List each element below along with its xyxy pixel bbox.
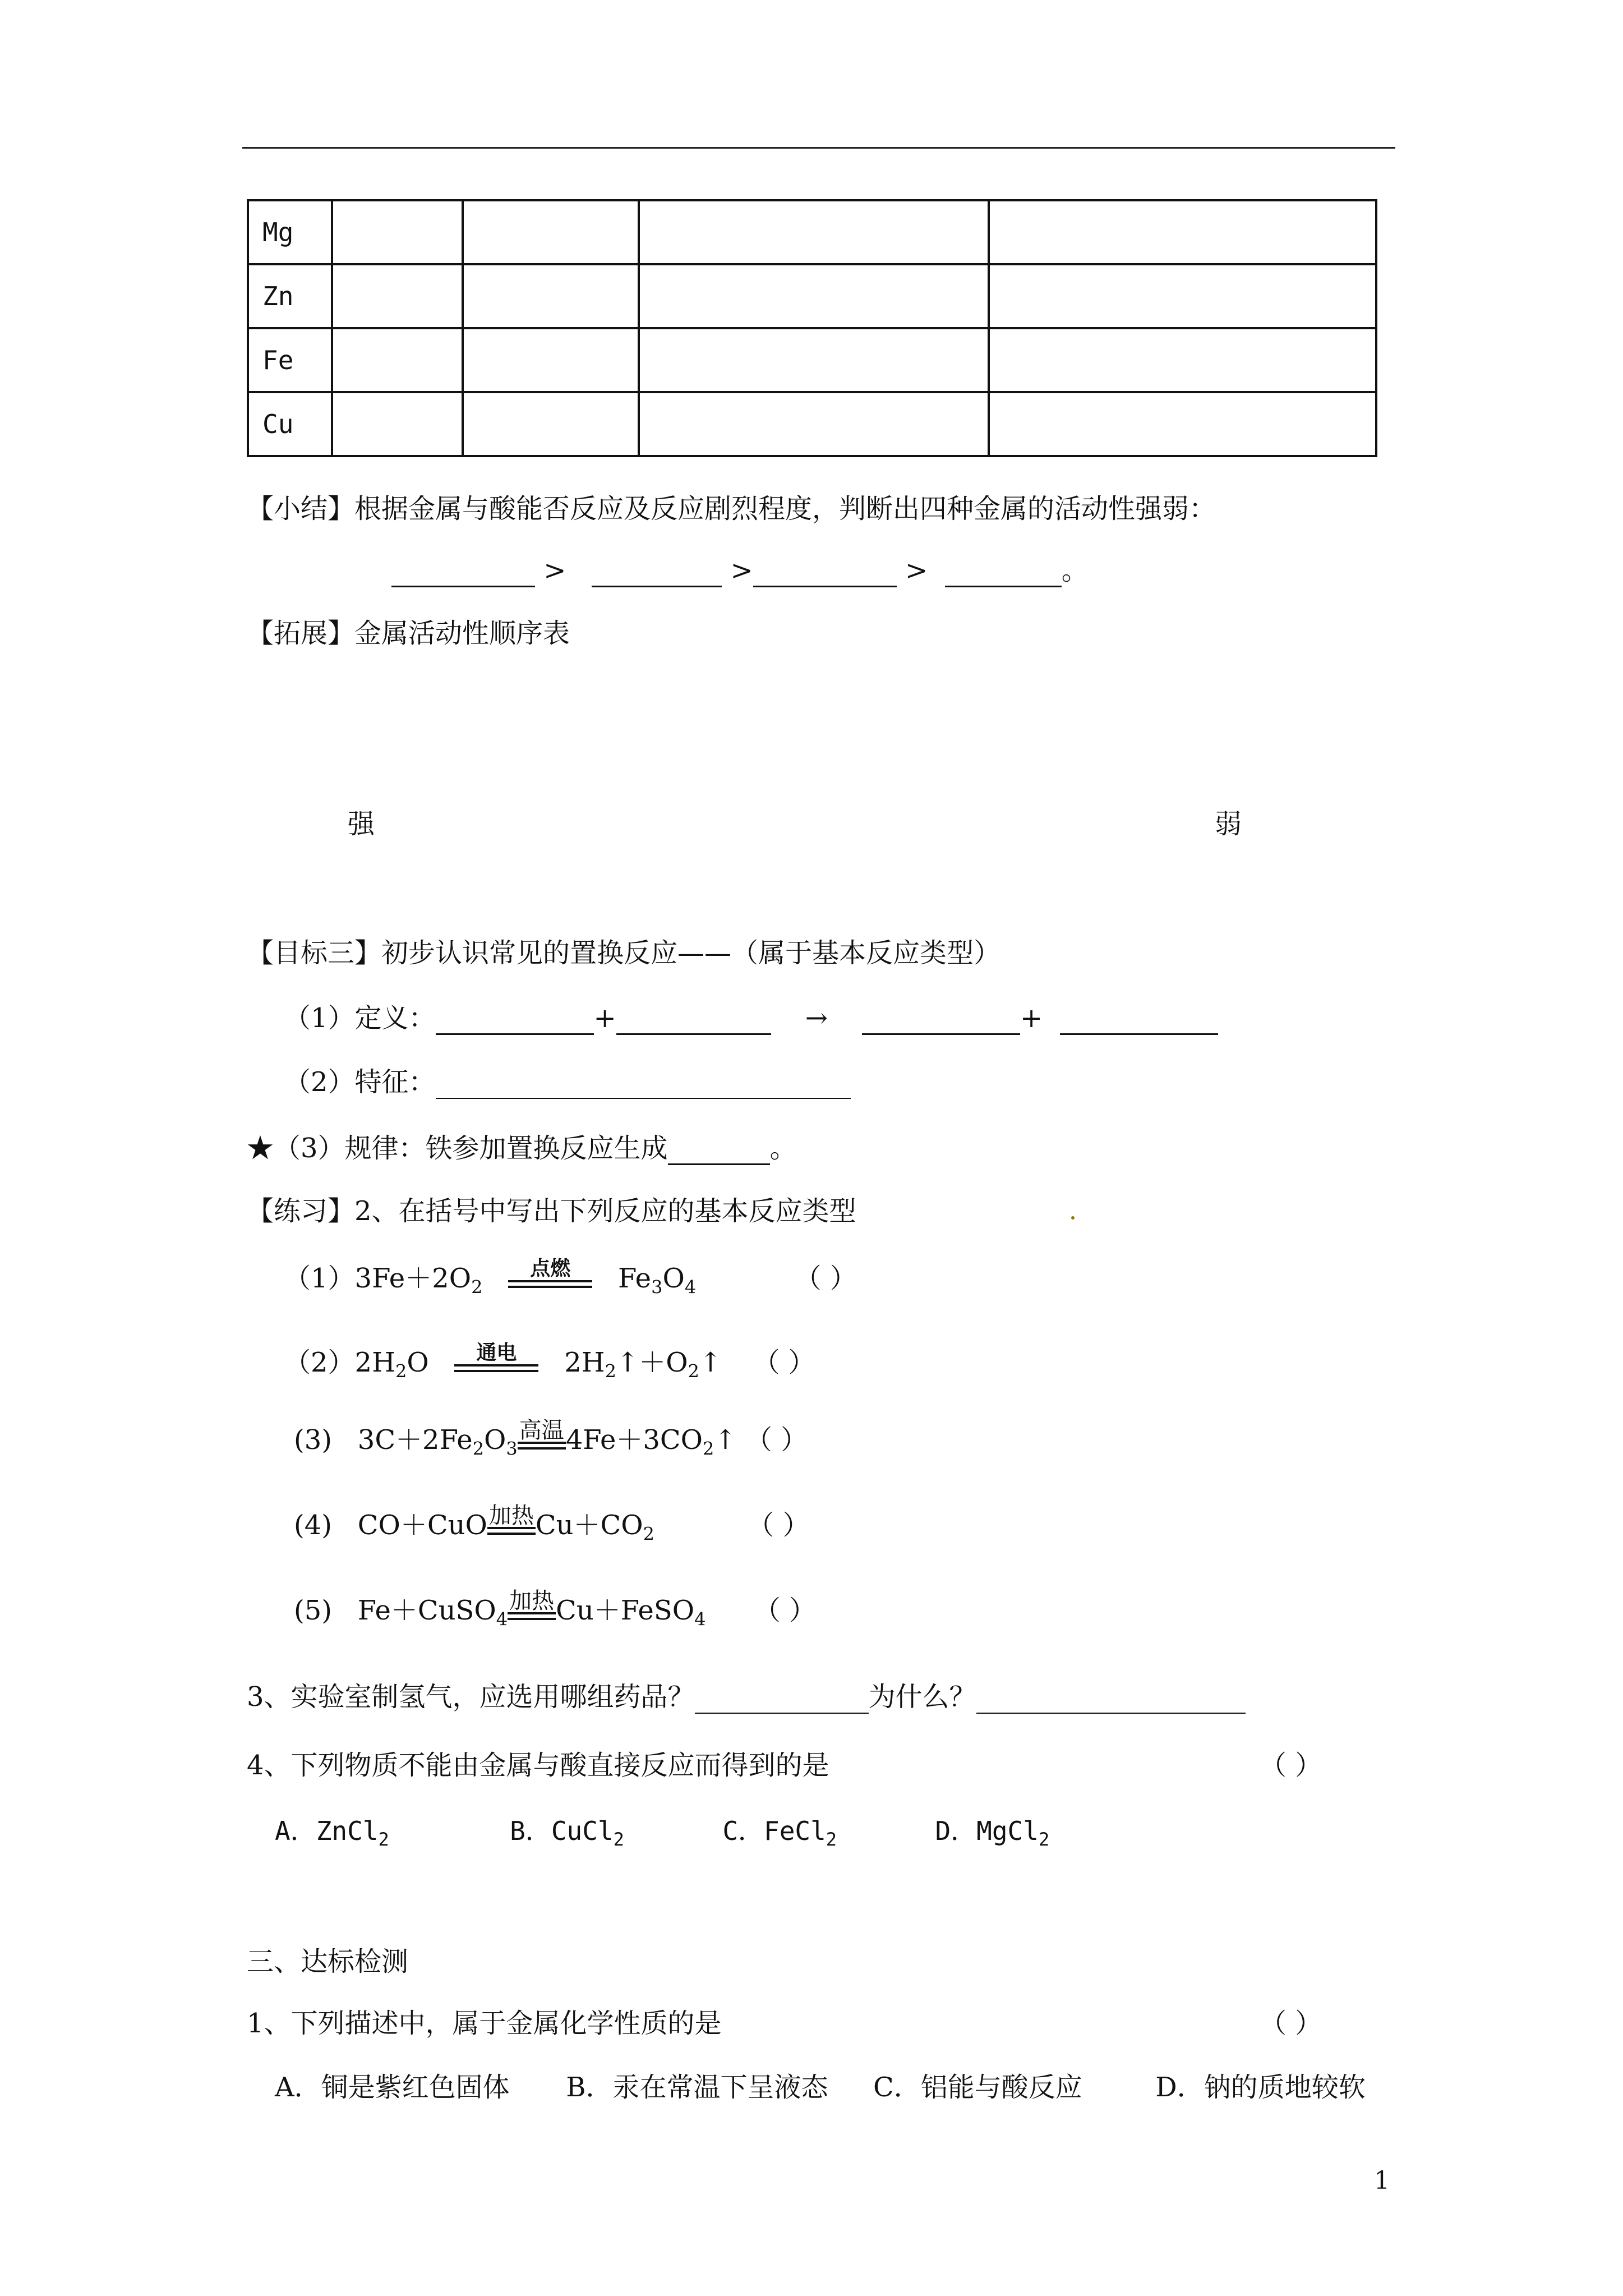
condition-mark: 加热 — [487, 1504, 536, 1545]
metal-cell-cu: Cu — [248, 392, 332, 456]
arrow-icon: → — [805, 1002, 828, 1034]
option-c[interactable]: C．铝能与酸反应 — [873, 2072, 1082, 2103]
option-c[interactable]: C．FeCl$_2$ — [722, 1816, 837, 1851]
strong-label: 强 — [348, 808, 375, 840]
weak-label: 弱 — [1215, 808, 1242, 840]
answer-paren[interactable]: （ ） — [747, 1510, 810, 1541]
answer-blank[interactable] — [976, 1682, 1246, 1714]
answer-paren[interactable]: （ ） — [753, 1347, 815, 1378]
answer-blank[interactable] — [592, 555, 722, 587]
equation-1: $(1)3Fe+2O_2$ 点燃 $Fe_3O_4$ （ ） — [284, 1257, 857, 1298]
table-row — [248, 392, 1376, 456]
rule-line: ★（3）规律：铁参加置换反应生成 。 — [247, 1133, 797, 1164]
extension-text: 金属活动性顺序表 — [354, 618, 570, 649]
table-row — [248, 200, 1376, 264]
option-d[interactable]: D．MgCl$_2$ — [935, 1816, 1050, 1851]
condition-mark: 点燃 — [508, 1258, 592, 1298]
header-rule — [242, 147, 1395, 149]
answer-blank[interactable] — [862, 1003, 1020, 1035]
stray-dot — [1071, 1216, 1075, 1220]
option-a[interactable]: A．铜是紫红色固体 — [275, 2072, 510, 2103]
answer-blank[interactable] — [436, 1003, 594, 1035]
page-number: 1 — [1374, 2166, 1390, 2195]
equation-4: (4) CO＋CuO 加热 $Cu+CO_2$ （ ） — [294, 1502, 810, 1545]
star-icon: ★ — [247, 1133, 274, 1164]
metal-cell-mg: Mg — [248, 200, 332, 264]
question-3: 3、实验室制氢气，应选用哪组药品？ 为什么？ — [247, 1675, 1246, 1714]
metal-reaction-table — [247, 199, 1377, 457]
answer-blank[interactable] — [753, 555, 897, 587]
metal-cell-zn: Zn — [248, 264, 332, 328]
option-d[interactable]: D．钠的质地较软 — [1155, 2072, 1366, 2103]
answer-paren[interactable]: （ ） — [753, 1595, 816, 1626]
goal3-line — [247, 931, 1000, 970]
answer-blank[interactable] — [668, 1133, 770, 1165]
extension-label: 【拓展】 — [247, 618, 355, 649]
answer-blank[interactable] — [616, 1003, 771, 1035]
condition-mark: 通电 — [454, 1342, 538, 1382]
test-question-1: 1、下列描述中，属于金属化学性质的是 — [247, 2008, 722, 2039]
option-a[interactable]: A．ZnCl$_2$ — [275, 1816, 389, 1851]
definition-line: （1）定义： + → + — [284, 996, 1218, 1035]
answer-paren[interactable]: （ ） — [794, 1263, 857, 1294]
answer-blank[interactable] — [1060, 1003, 1218, 1035]
condition-mark: 加热 — [508, 1590, 556, 1630]
option-b[interactable]: B．汞在常温下呈液态 — [566, 2072, 828, 2103]
answer-paren[interactable]: （ ） — [745, 1424, 808, 1456]
section-title: 三、达标检测 — [247, 1946, 409, 1977]
condition-mark: 高温 — [518, 1419, 566, 1460]
practice-label: 【练习】 — [247, 1195, 355, 1227]
answer-blank[interactable] — [945, 555, 1062, 587]
test-question-1-options — [275, 2065, 1366, 2104]
answer-blank[interactable] — [436, 1068, 851, 1099]
answer-paren[interactable]: （ ） — [1260, 1750, 1322, 1781]
option-b[interactable]: B．CuCl$_2$ — [510, 1816, 624, 1851]
answer-paren[interactable]: （ ） — [1260, 2008, 1322, 2039]
summary-line — [247, 487, 1216, 526]
practice-text: 2、在括号中写出下列反应的基本反应类型 — [354, 1195, 856, 1227]
answer-blank[interactable] — [695, 1682, 869, 1714]
practice-line — [247, 1189, 856, 1228]
answer-blank[interactable] — [391, 555, 535, 587]
extension-line — [247, 611, 570, 650]
metal-cell-fe: Fe — [248, 328, 332, 392]
summary-blanks: > > > 。 — [391, 549, 1089, 587]
equation-2: $(2)2H_2O$ 通电 $2H_2↑+O_2↑$ （ ） — [284, 1341, 815, 1382]
goal3-label: 【目标三】 — [247, 937, 382, 969]
equation-5: (5) Fe＋CuSO$_4$ 加热 Cu＋FeSO$_4$ （ ） — [294, 1588, 816, 1630]
table-row — [248, 328, 1376, 392]
question-4: 4、下列物质不能由金属与酸直接反应而得到的是 — [247, 1750, 829, 1781]
summary-label: 【小结】 — [247, 493, 355, 524]
goal3-text: 初步认识常见的置换反应——（属于基本反应类型） — [381, 937, 1001, 969]
equation-3: (3) $3C+2Fe_2O_3$ 高温 $4Fe+3CO_2↑$ （ ） — [294, 1417, 808, 1460]
table-row — [248, 264, 1376, 328]
summary-text: 根据金属与酸能否反应及反应剧烈程度，判断出四种金属的活动性强弱： — [354, 493, 1216, 524]
question-4-options — [275, 1811, 1049, 1850]
feature-line: （2）特征： — [284, 1060, 851, 1099]
